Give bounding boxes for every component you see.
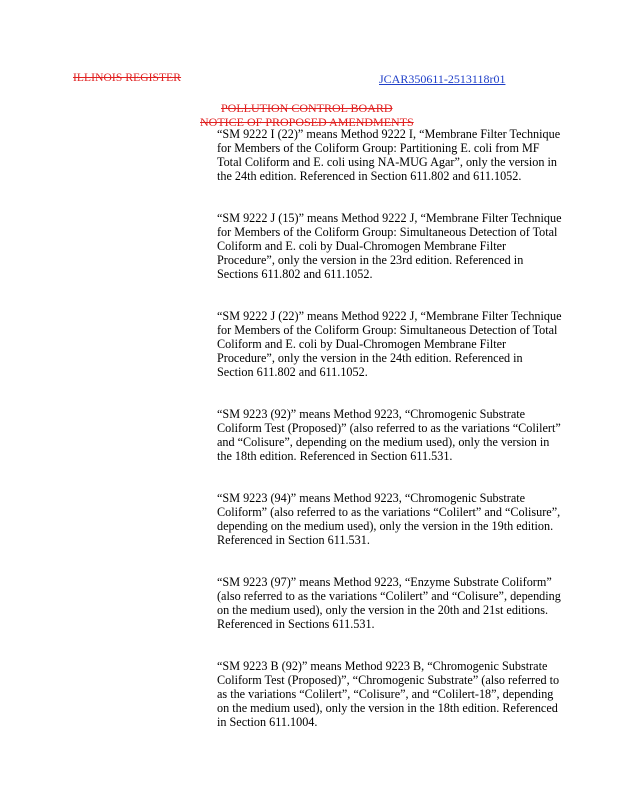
definitions-list <box>217 127 562 757</box>
board-title: POLLUTION CONTROL BOARD <box>221 101 393 115</box>
document-id: JCAR350611-2513118r01 <box>379 72 506 86</box>
definition-sm9222j-15: “SM 9222 J (15)” means Method 9222 J, “Membrane Filter Technique for Members of the Coliform Group: Simultaneous Detection of Total Coliform and E. coli by Dual-Chromogen Membrane Filter Procedure”, only the version in the 23rd edition. Referenced in Sections 611.802 and 611.1052. <box>217 211 562 281</box>
definition-sm9222j-22: “SM 9222 J (22)” means Method 9222 J, “Membrane Filter Technique for Members of the Coliform Group: Simultaneous Detection of Total Coliform and E. coli by Dual-Chromogen Membrane Filter Procedure”, only the version in the 24th edition. Referenced in Section 611.802 and 611.1052. <box>217 309 562 379</box>
notice-title: NOTICE OF PROPOSED AMENDMENTS <box>200 115 414 129</box>
definition-sm9223-97: “SM 9223 (97)” means Method 9223, “Enzyme Substrate Coliform” (also referred to as the variations “Colilert” and “Colisure”, depending on the medium used), only the version in the 20th and 21st editions. Referenced in Sections 611.531. <box>217 575 561 631</box>
definition-sm9223-92: “SM 9223 (92)” means Method 9223, “Chromogenic Substrate Coliform Test (Proposed)” (also referred to as the variations “Colilert” and “Colisure”, depending on the medium used), only the version in the 18th edition. Referenced in Section 611.531. <box>217 407 561 463</box>
definition-sm9223b-92: “SM 9223 B (92)” means Method 9223 B, “Chromogenic Substrate Coliform Test (Proposed)”, “Chromogenic Substrate” (also referred to as the variations “Colilert”, “Colisure”, and “Colilert-18”, depending on the medium used), only the version in the 18th edition. Referenced in Section 611.1004. <box>217 659 560 729</box>
definition-sm9222i-22: “SM 9222 I (22)” means Method 9222 I, “Membrane Filter Technique for Members of the Coliform Group: Partitioning E. coli from MF Total Coliform and E. coli using NA-MUG Agar”, only the version in the 24th edition. Referenced in Section 611.802 and 611.1052. <box>217 127 561 183</box>
register-header: ILLINOIS REGISTER <box>73 72 182 84</box>
definition-sm9223-94: “SM 9223 (94)” means Method 9223, “Chromogenic Substrate Coliform” (also referred to as the variations “Colilert” and “Colisure”, depending on the medium used), only the version in the 19th edition. Referenced in Section 611.531. <box>217 491 561 547</box>
